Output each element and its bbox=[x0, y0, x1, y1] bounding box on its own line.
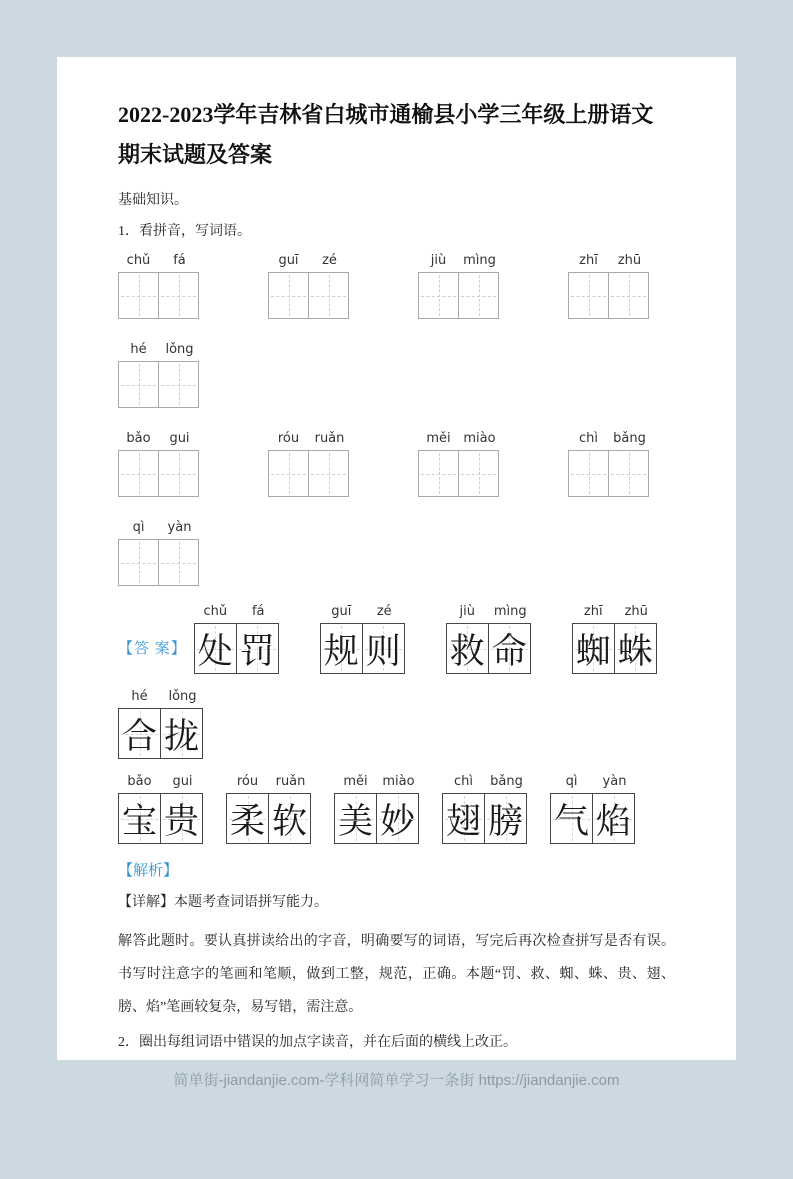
footer-text: 简单街-jiandanjie.com-学科网简单学习一条街 https://jiandanjie.com bbox=[173, 1072, 620, 1089]
answer-cell bbox=[226, 793, 269, 844]
writing-grid bbox=[118, 450, 200, 497]
pinyin-label: chì bǎng bbox=[579, 431, 646, 446]
answer-word-group bbox=[194, 604, 280, 674]
answer-cell bbox=[484, 793, 527, 844]
answer-char: 美 bbox=[337, 801, 373, 841]
writing-grid bbox=[268, 272, 350, 319]
answer-grid bbox=[550, 793, 636, 844]
answer-grid bbox=[572, 623, 658, 674]
pinyin-label: qì yàn bbox=[565, 774, 627, 789]
answer-cell bbox=[118, 793, 161, 844]
writing-cell bbox=[608, 272, 649, 319]
writing-grid bbox=[418, 450, 500, 497]
writing-cell bbox=[268, 272, 309, 319]
writing-cell bbox=[418, 272, 459, 319]
answer-cell bbox=[194, 623, 237, 674]
answer-char: 处 bbox=[197, 631, 233, 671]
pinyin-label: qì yàn bbox=[132, 520, 192, 535]
answer-cell bbox=[268, 793, 311, 844]
answer-cell bbox=[614, 623, 657, 674]
writing-cell bbox=[158, 361, 199, 408]
writing-grid bbox=[118, 539, 200, 586]
answer-cell bbox=[362, 623, 405, 674]
answer-cell bbox=[118, 708, 161, 759]
answer-cell bbox=[160, 793, 203, 844]
answer-cell bbox=[442, 793, 485, 844]
answer-cell bbox=[592, 793, 635, 844]
answer-char: 膀 bbox=[487, 801, 523, 841]
pinyin-word-group bbox=[418, 431, 500, 497]
writing-cell bbox=[268, 450, 309, 497]
writing-cell bbox=[118, 361, 159, 408]
answer-cell bbox=[320, 623, 363, 674]
answer-word-group bbox=[442, 774, 528, 844]
answer-char: 则 bbox=[365, 631, 401, 671]
answer-char: 翅 bbox=[445, 801, 481, 841]
answer-cell bbox=[334, 793, 377, 844]
answer-row bbox=[118, 774, 675, 844]
answer-word-group bbox=[572, 604, 658, 674]
answer-cell bbox=[488, 623, 531, 674]
answer-grid bbox=[320, 623, 406, 674]
pinyin-label: bǎo gui bbox=[126, 431, 190, 446]
pinyin-word-group bbox=[268, 431, 350, 497]
answer-word-group bbox=[118, 774, 204, 844]
writing-cell bbox=[458, 450, 499, 497]
pinyin-label: bǎo gui bbox=[127, 774, 193, 789]
pinyin-label: róu ruǎn bbox=[277, 431, 345, 446]
pinyin-grid-row bbox=[118, 520, 675, 586]
answer-grid bbox=[334, 793, 420, 844]
answer-char: 规 bbox=[323, 631, 359, 671]
writing-cell bbox=[308, 272, 349, 319]
pinyin-grid-row bbox=[118, 342, 675, 408]
pinyin-word-group bbox=[568, 253, 650, 319]
pinyin-label: zhī zhū bbox=[579, 253, 642, 268]
answer-char: 拢 bbox=[163, 716, 199, 756]
analysis-label: 【解析】 bbox=[118, 863, 179, 879]
answer-char: 合 bbox=[121, 716, 157, 756]
pinyin-label: róu ruǎn bbox=[236, 774, 306, 789]
answer-cell bbox=[550, 793, 593, 844]
answer-word-group bbox=[334, 774, 420, 844]
pinyin-word-group bbox=[118, 253, 200, 319]
pinyin-word-group bbox=[568, 431, 650, 497]
writing-cell bbox=[118, 539, 159, 586]
writing-grid bbox=[268, 450, 350, 497]
answer-word-group bbox=[446, 604, 532, 674]
pinyin-word-group bbox=[268, 253, 350, 319]
answer-char: 命 bbox=[491, 631, 527, 671]
answer-char: 救 bbox=[449, 631, 485, 671]
pinyin-label: jiù mìng bbox=[459, 604, 527, 619]
writing-cell bbox=[458, 272, 499, 319]
analysis-paragraph: 解答此题时。要认真拼读给出的字音，明确要写的词语，写完后再次检查拼写是否有误。书写时注意字的笔画和笔顺，做到工整，规范，正确。本题“罚、救、蜘、蛛、贵、翅、膀、焰”笔画较复杂，易写错，需注意。 bbox=[118, 934, 675, 1015]
answer-char: 蛛 bbox=[617, 631, 653, 671]
writing-cell bbox=[158, 272, 199, 319]
answer-char: 软 bbox=[271, 801, 307, 841]
page-title: 2022-2023学年吉林省白城市通榆县小学三年级上册语文期末试题及答案 bbox=[118, 102, 654, 167]
writing-grid bbox=[118, 272, 200, 319]
answer-grid bbox=[442, 793, 528, 844]
answer-cell bbox=[572, 623, 615, 674]
section-heading: 基础知识。 bbox=[118, 193, 188, 208]
answer-char: 气 bbox=[553, 801, 589, 841]
answer-char: 蜘 bbox=[575, 631, 611, 671]
pinyin-label: guī zé bbox=[331, 604, 392, 619]
pinyin-word-group bbox=[118, 520, 200, 586]
pinyin-label: chǔ fá bbox=[126, 253, 186, 268]
pinyin-grid-row bbox=[118, 253, 675, 319]
answer-char: 贵 bbox=[163, 801, 199, 841]
pinyin-label: chì bǎng bbox=[454, 774, 523, 789]
answer-word-group bbox=[550, 774, 636, 844]
question-2: 2．圈出每组词语中错误的加点字读音，并在后面的横线上改正。 bbox=[118, 1035, 517, 1050]
writing-grid bbox=[568, 272, 650, 319]
answer-cell bbox=[236, 623, 279, 674]
answer-row bbox=[118, 689, 675, 759]
pinyin-word-group bbox=[118, 431, 200, 497]
pinyin-label: měi miào bbox=[426, 431, 496, 446]
exam-page bbox=[57, 57, 736, 1060]
answer-grid bbox=[446, 623, 532, 674]
answer-grid bbox=[226, 793, 312, 844]
question-1: 1．看拼音，写词语。 bbox=[118, 224, 251, 239]
writing-cell bbox=[308, 450, 349, 497]
writing-cell bbox=[568, 272, 609, 319]
pinyin-label: guī zé bbox=[278, 253, 337, 268]
answer-word-group bbox=[320, 604, 406, 674]
answer-grid bbox=[118, 708, 204, 759]
pinyin-label: jiù mìng bbox=[430, 253, 496, 268]
writing-cell bbox=[418, 450, 459, 497]
answer-grid bbox=[118, 793, 204, 844]
answer-cell bbox=[376, 793, 419, 844]
writing-cell bbox=[568, 450, 609, 497]
answer-char: 罚 bbox=[239, 631, 275, 671]
answer-word-group bbox=[118, 689, 204, 759]
writing-cell bbox=[118, 450, 159, 497]
answer-cell bbox=[446, 623, 489, 674]
pinyin-grid-row bbox=[118, 431, 675, 497]
writing-cell bbox=[158, 539, 199, 586]
detail-heading: 【详解】本题考查词语拼写能力。 bbox=[118, 895, 328, 910]
answer-char: 焰 bbox=[595, 801, 631, 841]
answer-word-group bbox=[226, 774, 312, 844]
writing-grid bbox=[418, 272, 500, 319]
pinyin-word-group bbox=[418, 253, 500, 319]
pinyin-word-group bbox=[118, 342, 200, 408]
writing-cell bbox=[608, 450, 649, 497]
pinyin-label: hé lǒng bbox=[131, 689, 197, 704]
answer-char: 妙 bbox=[379, 801, 415, 841]
answer-row bbox=[118, 604, 675, 674]
pinyin-label: chǔ fá bbox=[203, 604, 265, 619]
writing-grid bbox=[568, 450, 650, 497]
pinyin-label: hé lǒng bbox=[130, 342, 194, 357]
answer-char: 柔 bbox=[229, 801, 265, 841]
answer-label: 【答 案】 bbox=[118, 641, 187, 657]
writing-grid bbox=[118, 361, 200, 408]
pinyin-label: měi miào bbox=[343, 774, 415, 789]
answer-grid bbox=[194, 623, 280, 674]
pinyin-label: zhī zhū bbox=[583, 604, 648, 619]
writing-cell bbox=[158, 450, 199, 497]
writing-cell bbox=[118, 272, 159, 319]
answer-char: 宝 bbox=[121, 801, 157, 841]
answer-cell bbox=[160, 708, 203, 759]
